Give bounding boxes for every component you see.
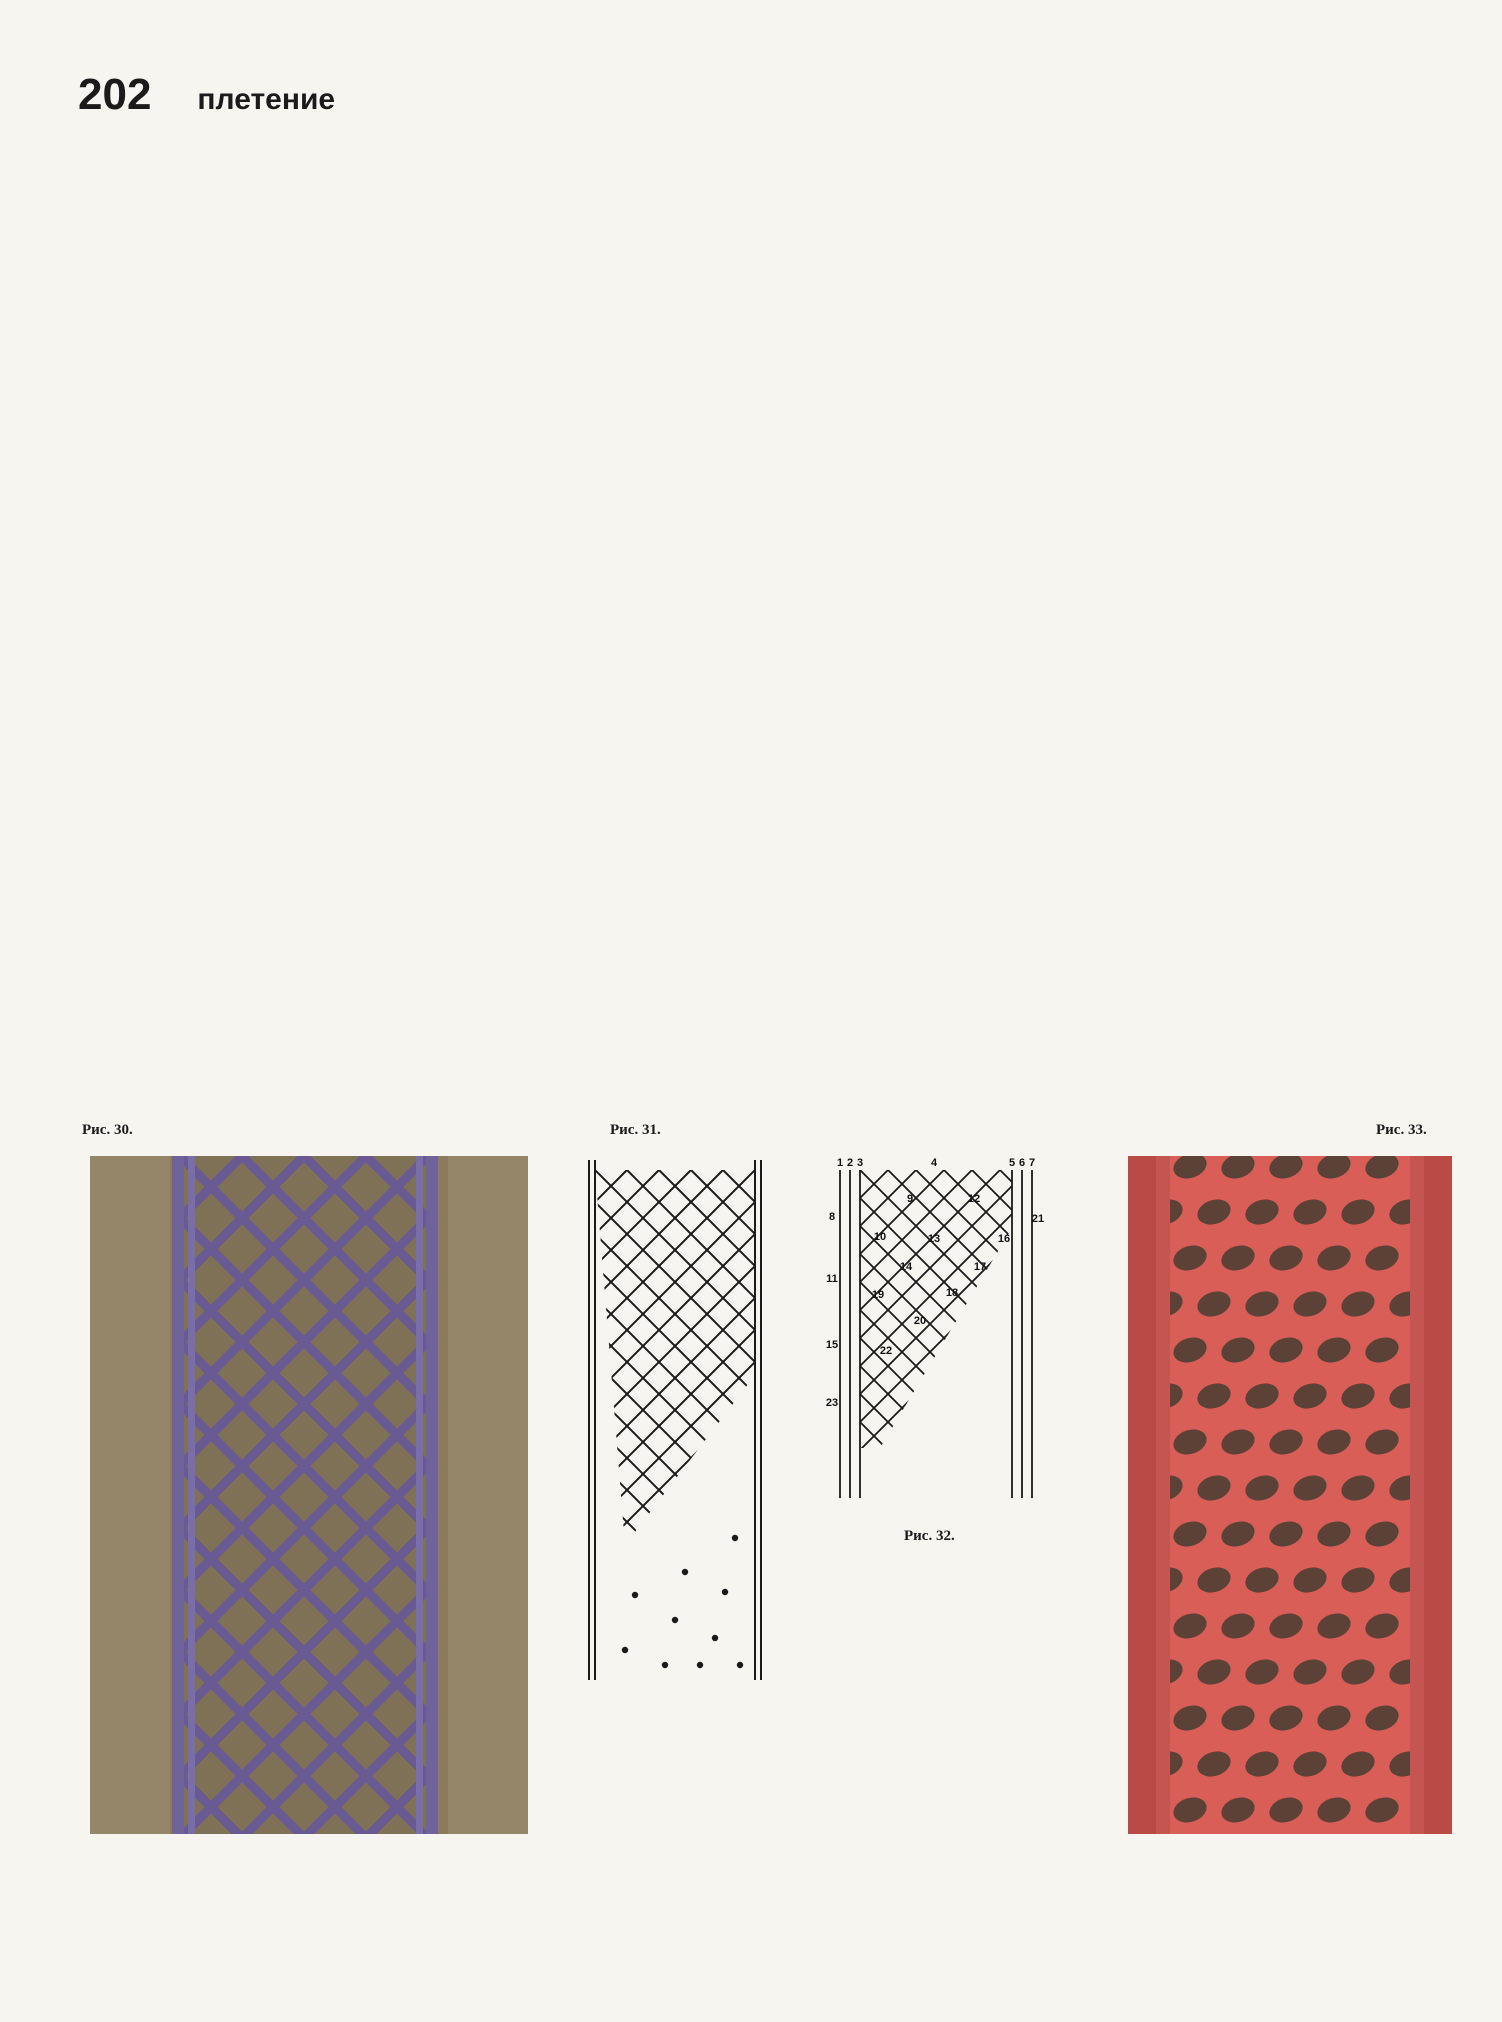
pin-point-number: 21 [1031, 1213, 1045, 1225]
grid-thread [755, 1170, 775, 1670]
top-pair-number: 6 [1018, 1158, 1026, 1169]
grid-thread [575, 1170, 627, 1670]
grid-thread [1056, 1170, 1062, 1508]
pin-dot [737, 1662, 743, 1668]
grid-thread [822, 1170, 1028, 1508]
figure-32-label: Рис. 32. [904, 1528, 955, 1544]
pin-point-number: 15 [825, 1339, 839, 1351]
grid-thread [822, 1170, 1062, 1508]
top-pair-number: 1 [836, 1158, 844, 1169]
pin-dot [712, 1635, 718, 1641]
figure-33-label: Рис. 33. [1376, 1122, 1427, 1138]
top-pair-number: 3 [856, 1158, 864, 1169]
pin-dot [732, 1535, 738, 1541]
grid-thread [575, 1170, 595, 1670]
pin-point-number: 8 [828, 1211, 836, 1223]
section-title: плетение [197, 83, 336, 116]
top-pair-number: 2 [846, 1158, 854, 1169]
grid-thread [944, 1170, 1062, 1508]
pin-point-number: 16 [997, 1233, 1011, 1245]
grid-thread [822, 1170, 980, 1508]
pin-dot [697, 1662, 703, 1668]
pin-dot [722, 1589, 728, 1595]
pin-point-number: 20 [913, 1315, 927, 1327]
pin-point-number: 18 [945, 1287, 959, 1299]
pin-point-number: 17 [973, 1261, 987, 1273]
pin-point-number: 9 [906, 1193, 914, 1205]
pin-dot [672, 1617, 678, 1623]
pin-point-number: 14 [899, 1261, 913, 1273]
pin-point-number: 23 [825, 1397, 839, 1409]
pin-dot [662, 1662, 668, 1668]
figure-30-label: Рис. 30. [82, 1122, 133, 1138]
pin-dot [632, 1592, 638, 1598]
figure-30-photo [90, 1156, 528, 1834]
page-header [78, 70, 335, 120]
top-pair-number: 4 [930, 1158, 938, 1169]
figure-33-photo [1128, 1156, 1452, 1834]
pin-point-number: 13 [927, 1233, 941, 1245]
page-number: 202 [78, 70, 152, 119]
grid-thread [972, 1170, 1062, 1508]
top-pair-number: 5 [1008, 1158, 1016, 1169]
top-pair-number: 7 [1028, 1158, 1036, 1169]
pin-dot [622, 1647, 628, 1653]
figure-31-diagram [575, 1160, 775, 1680]
pin-point-number: 10 [873, 1231, 887, 1243]
grid-thread [723, 1170, 775, 1670]
pin-point-number: 22 [879, 1345, 893, 1357]
grid-thread [822, 1170, 1036, 1508]
figure-32-diagram [822, 1158, 1062, 1508]
pin-point-number: 12 [967, 1193, 981, 1205]
pin-point-number: 11 [826, 1273, 838, 1285]
figure-31-label: Рис. 31. [610, 1122, 661, 1138]
pin-point-number: 19 [871, 1289, 885, 1301]
pin-dot [682, 1569, 688, 1575]
